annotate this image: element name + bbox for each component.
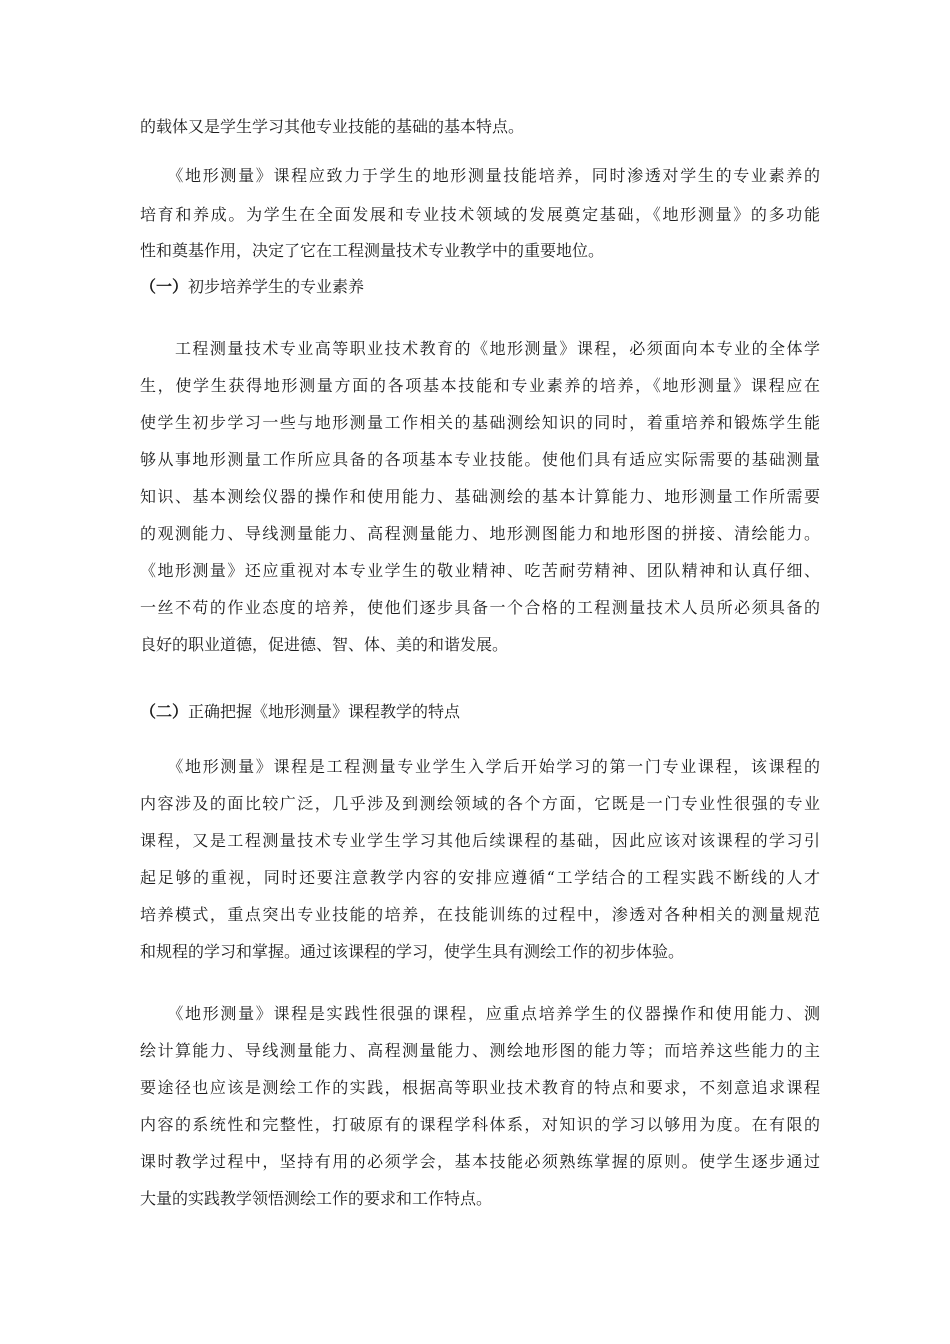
paragraph-line: 《地形测量》还应重视对本专业学生的敬业精神、吃苦耐劳精神、团队精神和认真仔细、: [140, 561, 820, 580]
paragraph-line: 培育和养成。为学生在全面发展和专业技术领域的发展奠定基础，《地形测量》的多功能: [140, 205, 820, 224]
paragraph-line: 内容涉及的面比较广泛，几乎涉及到测绘领域的各个方面，它既是一门专业性很强的专业: [140, 794, 820, 813]
paragraph-line: 使学生初步学习一些与地形测量工作相关的基础测绘知识的同时，着重培养和锻炼学生能: [140, 413, 820, 432]
paragraph-line: 课时教学过程中，坚持有用的必须学会，基本技能必须熟练掌握的原则。使学生逐步通过: [140, 1152, 820, 1171]
paragraph-line: 起足够的重视，同时还要注意教学内容的安排应遵循“工学结合的工程实践不断线的人才: [140, 868, 820, 887]
paragraph-line: 够从事地形测量工作所应具备的各项基本专业技能。使他们具有适应实际需要的基础测量: [140, 450, 820, 469]
paragraph-line: 的载体又是学生学习其他专业技能的基础的基本特点。: [140, 117, 525, 136]
paragraph-line: 知识、基本测绘仪器的操作和使用能力、基础测绘的基本计算能力、地形测量工作所需要: [140, 487, 820, 506]
paragraph-line: 《地形测量》课程是工程测量专业学生入学后开始学习的第一门专业课程，该课程的: [140, 757, 820, 776]
paragraph-line: 大量的实践教学领悟测绘工作的要求和工作特点。: [140, 1189, 493, 1208]
section-number: （一）: [140, 277, 189, 296]
paragraph-line: 的观测能力、导线测量能力、高程测量能力、地形测图能力和地形图的拼接、清绘能力。: [140, 524, 820, 543]
section-number: （二）: [140, 702, 189, 721]
paragraph-line: 要途径也应该是测绘工作的实践，根据高等职业技术教育的特点和要求，不刻意追求课程: [140, 1078, 820, 1097]
paragraph-line: 工程测量技术专业高等职业技术教育的《地形测量》课程，必须面向本专业的全体学: [140, 339, 820, 358]
paragraph-line: 和规程的学习和掌握。通过该课程的学习，使学生具有测绘工作的初步体验。: [140, 942, 685, 961]
paragraph-line: 性和奠基作用，决定了它在工程测量技术专业教学中的重要地位。: [140, 241, 605, 260]
paragraph-line: 内容的系统性和完整性，打破原有的课程学科体系，对知识的学习以够用为度。在有限的: [140, 1115, 820, 1134]
paragraph-line: 良好的职业道德，促进德、智、体、美的和谐发展。: [140, 635, 509, 654]
section-heading-1: [140, 277, 364, 297]
paragraph-line: 绘计算能力、导线测量能力、高程测量能力、测绘地形图的能力等；而培养这些能力的主: [140, 1041, 820, 1060]
paragraph-line: 《地形测量》课程应致力于学生的地形测量技能培养，同时渗透对学生的专业素养的: [140, 166, 820, 185]
paragraph-line: 一丝不苟的作业态度的培养，使他们逐步具备一个合格的工程测量技术人员所必须具备的: [140, 598, 820, 617]
paragraph-line: 课程，又是工程测量技术专业学生学习其他后续课程的基础，因此应该对该课程的学习引: [140, 831, 820, 850]
paragraph-line: 《地形测量》课程是实践性很强的课程，应重点培养学生的仪器操作和使用能力、测: [140, 1004, 820, 1023]
paragraph-line: 培养模式，重点突出专业技能的培养，在技能训练的过程中，渗透对各种相关的测量规范: [140, 905, 820, 924]
section-heading-2: [140, 702, 460, 722]
section-title: 正确把握《地形测量》课程教学的特点: [188, 702, 461, 721]
paragraph-line: 生，使学生获得地形测量方面的各项基本技能和专业素养的培养，《地形测量》课程应在: [140, 376, 820, 395]
section-title: 初步培养学生的专业素养: [188, 277, 365, 296]
